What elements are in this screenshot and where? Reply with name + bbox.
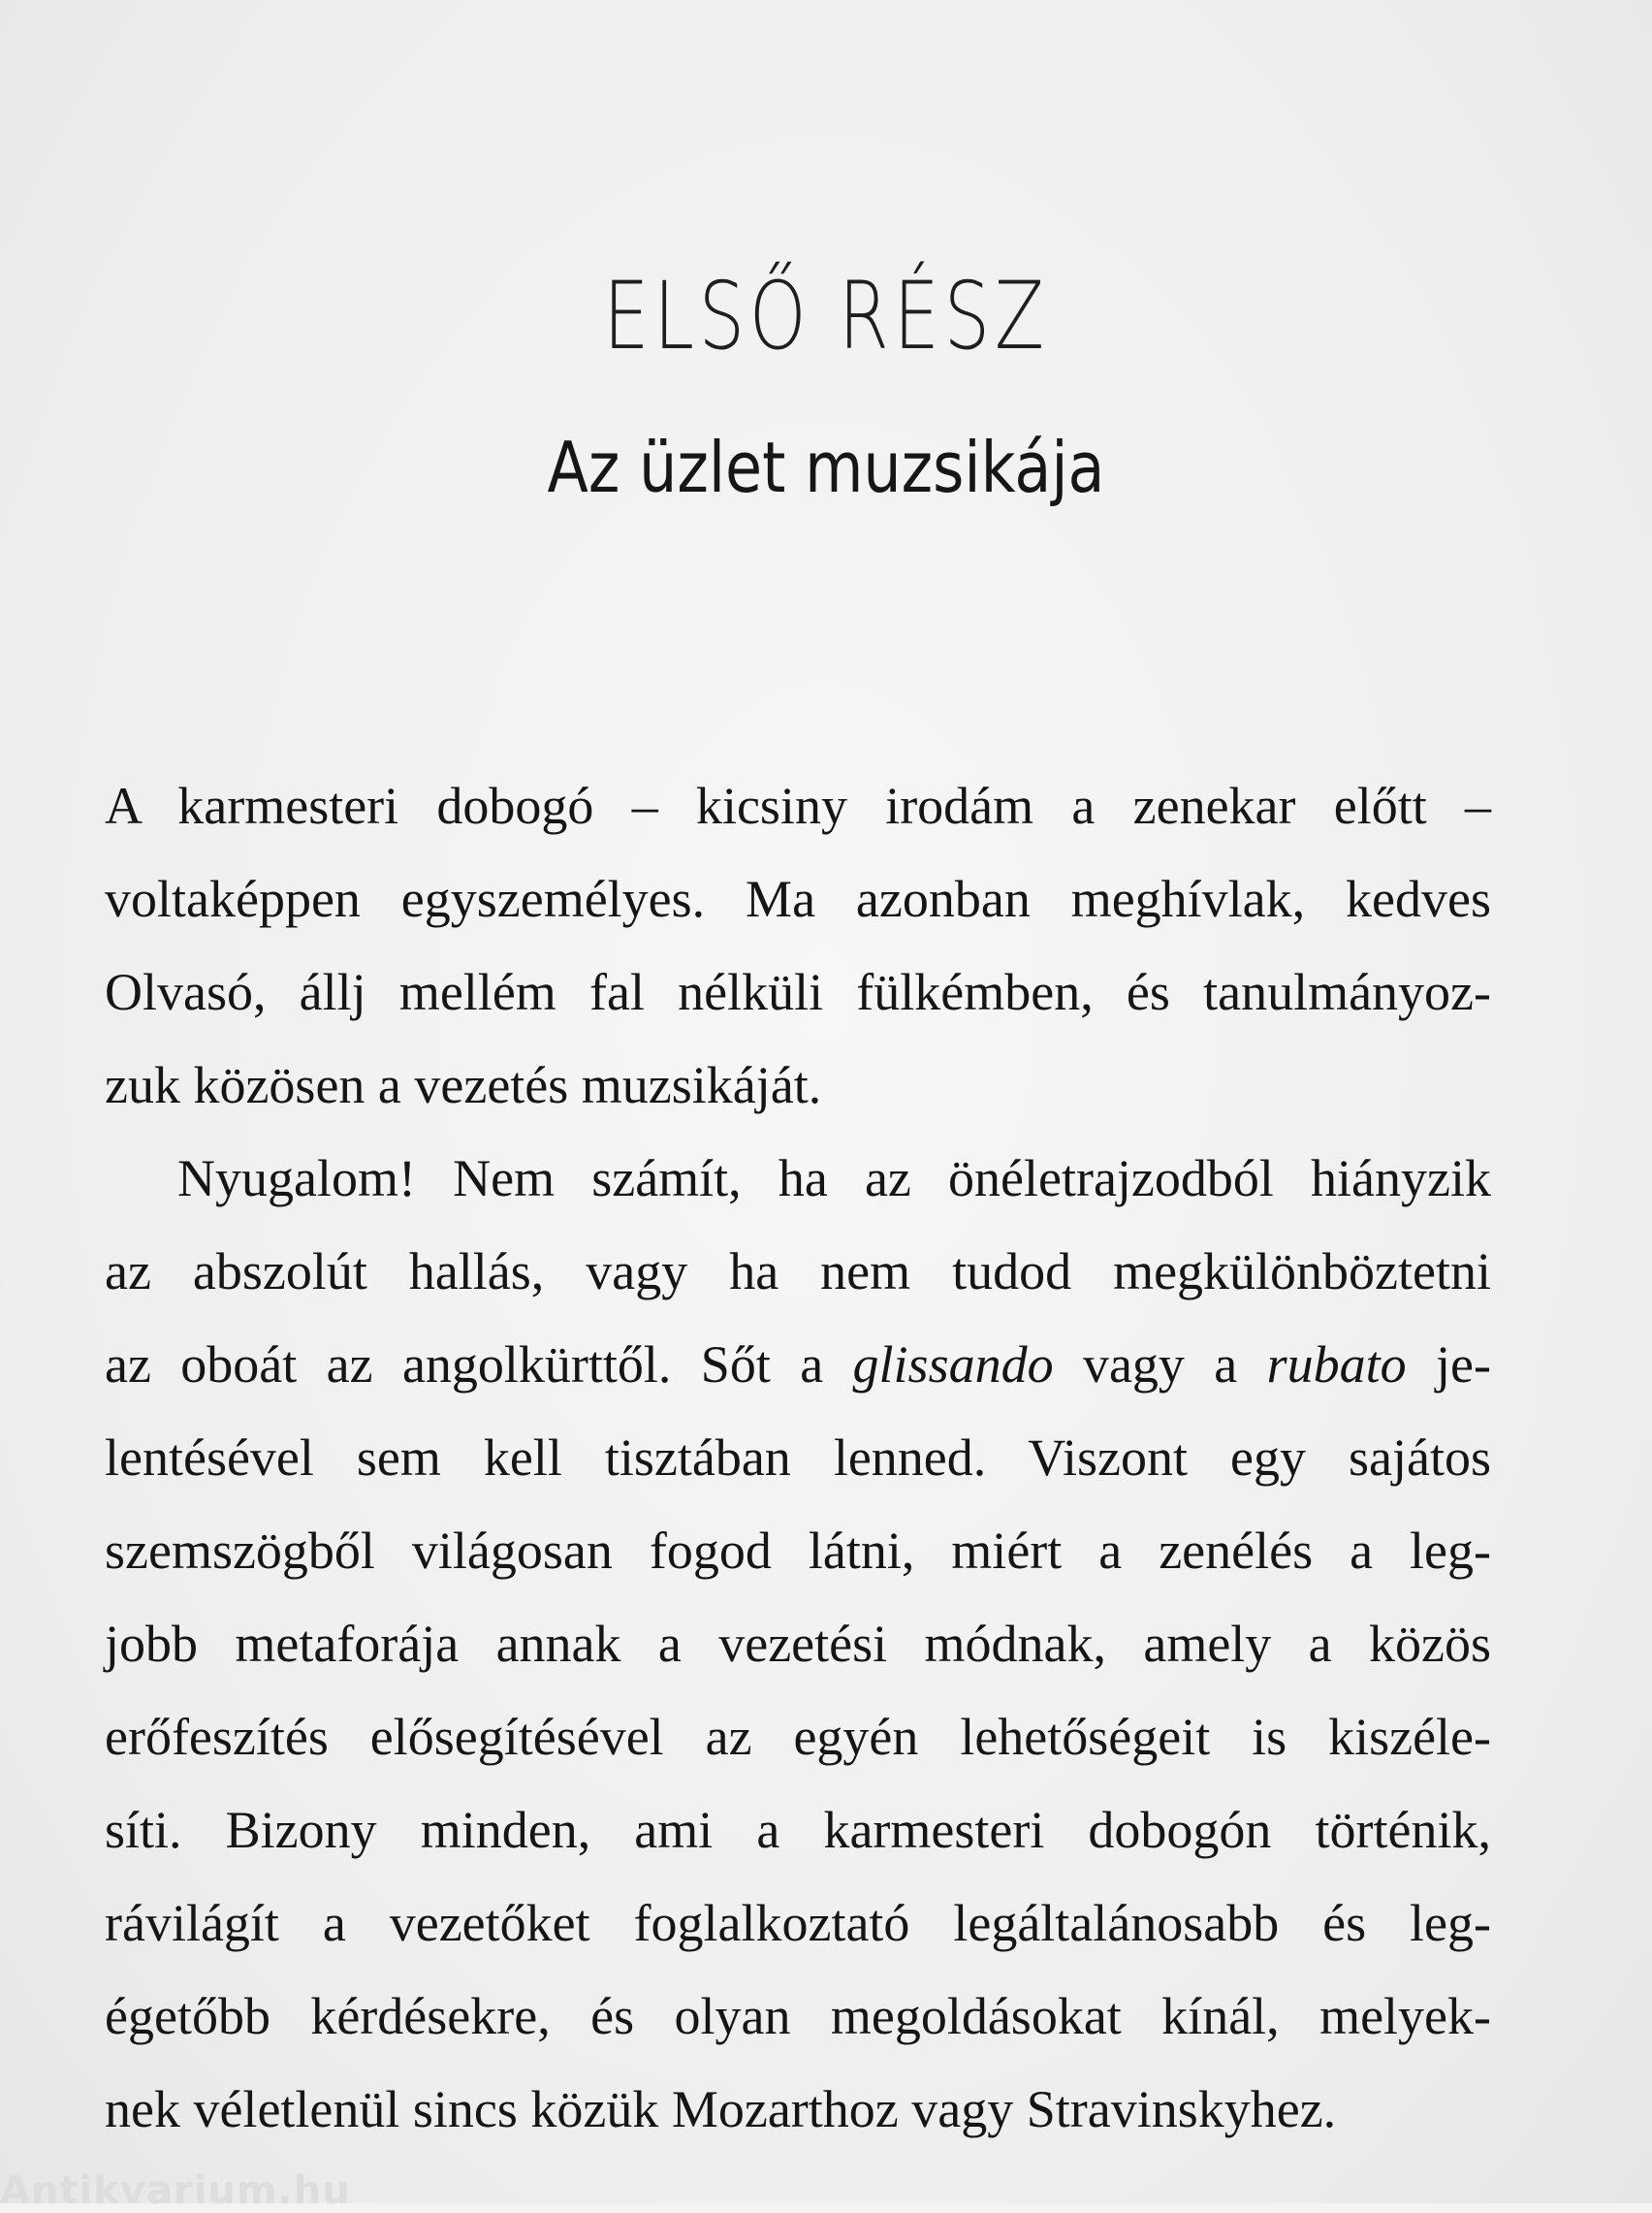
paragraph-1 [105, 759, 1491, 1132]
watermark: Antikvarium.hu [0, 2168, 351, 2213]
text-line: Nyugalom! Nem számít, ha az önéletrajzodból hiányzik [177, 1149, 1491, 1207]
text-line: síti. Bizony minden, ami a karmesteri dobogón történik, [105, 1801, 1491, 1859]
text-line: voltaképpen egyszemélyes. Ma azonban meghívlak, kedves [105, 870, 1491, 928]
text-line: erőfeszítés elősegítésével az egyén lehetőségeit is kiszéle- [105, 1708, 1491, 1766]
text-line: Olvasó, állj mellém fal nélküli fülkémben, és tanulmányoz- [105, 963, 1491, 1021]
text-line: lentésével sem kell tisztában lenned. Viszont egy sajátos [105, 1428, 1491, 1487]
text-line: jobb metaforája annak a vezetési módnak, amely a közös [105, 1615, 1491, 1673]
text-line: rávilágít a vezetőket foglalkoztató legáltalánosabb és leg- [105, 1894, 1491, 1952]
text-run: az oboát az angolkürttől. Sőt a [105, 1335, 853, 1394]
text-run: vagy a [1053, 1335, 1267, 1394]
text-line: szemszögből világosan fogod látni, miért a zenélés a leg- [105, 1522, 1491, 1580]
part-title: ELSŐ RÉSZ [603, 262, 1049, 370]
text-line: égetőbb kérdésekre, és olyan megoldásokat kínál, melyek- [105, 1987, 1491, 2045]
text-line-with-italics [105, 1318, 1491, 1411]
text-run: je- [1406, 1335, 1492, 1394]
text-line: az abszolút hallás, vagy ha nem tudod megkülönböztetni [105, 1242, 1491, 1300]
italic-term-glissando: glissando [852, 1335, 1054, 1394]
paragraph-2 [105, 1132, 1491, 2156]
italic-term-rubato: rubato [1266, 1335, 1407, 1394]
chapter-title: Az üzlet muzsikája [547, 427, 1105, 508]
body-text [105, 759, 1491, 2156]
text-line: zuk közösen a vezetés muzsikáját. [105, 1056, 822, 1114]
show-through-text [102, 29, 1517, 789]
text-line: nek véletlenül sincs közük Mozarthoz vagy Stravinskyhez. [105, 2080, 1337, 2138]
text-line: A karmesteri dobogó – kicsiny irodám a zenekar előtt – [105, 777, 1491, 835]
